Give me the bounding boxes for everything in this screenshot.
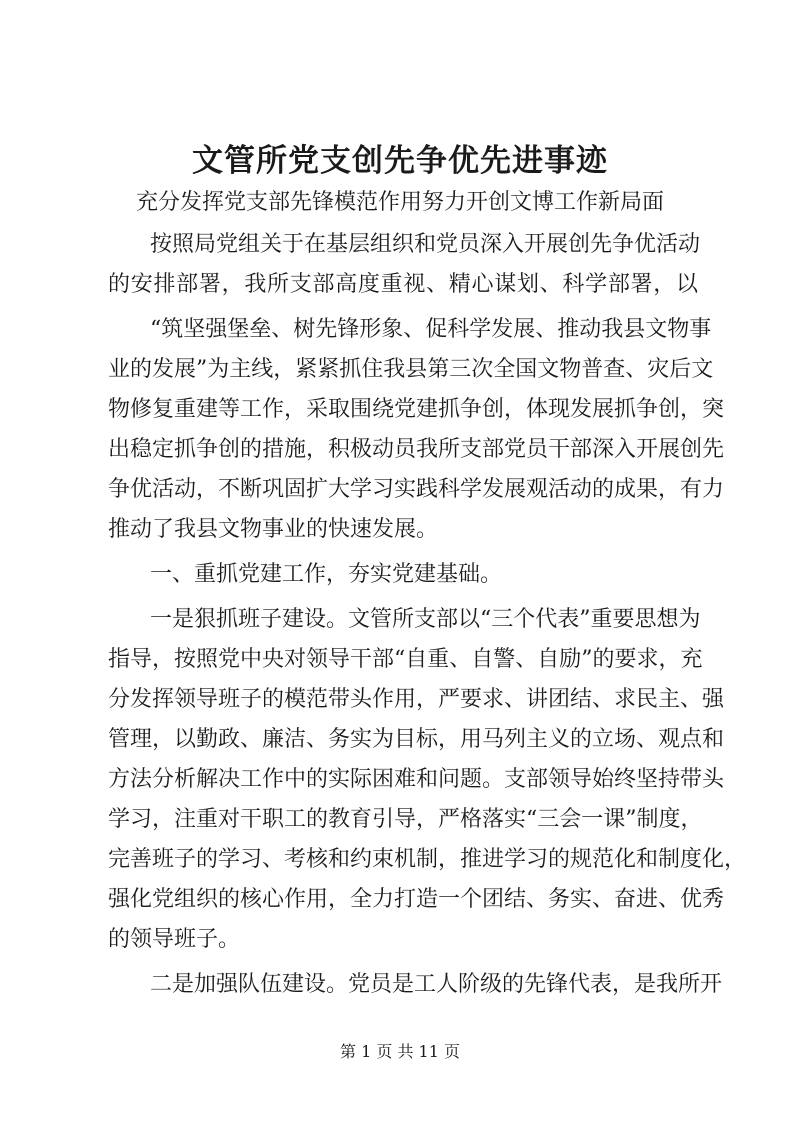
document-subtitle: 充分发挥党支部先锋模范作用努力开创文博工作新局面	[135, 190, 664, 215]
body-line: 业的发展”为主线，紧紧抓住我县第三次全国文物普查、灾后文	[108, 357, 714, 382]
body-line: 方法分析解决工作中的实际困难和问题。支部领导始终坚持带头	[108, 767, 725, 792]
body-line: 一是狠抓班子建设。文管所支部以“三个代表”重要思想为	[150, 607, 701, 632]
section-heading: 一、重抓党建工作，夯实党建基础。	[150, 562, 503, 587]
body-line: 物修复重建等工作，采取围绕党建抓争创，体现发展抓争创，突	[108, 397, 725, 422]
body-line: 二是加强队伍建设。党员是工人阶级的先锋代表，是我所开	[150, 972, 723, 997]
body-line: 争优活动，不断巩固扩大学习实践科学发展观活动的成果，有力	[108, 477, 725, 502]
body-line: 出稳定抓争创的措施，积极动员我所支部党员干部深入开展创先	[108, 437, 725, 462]
body-line: 的领导班子。	[108, 927, 241, 952]
document-title: 文管所党支创先争优先进事迹	[192, 143, 608, 179]
body-line: “筑坚强堡垒、树先锋形象、促科学发展、推动我县文物事	[150, 317, 712, 342]
body-line: 强化党组织的核心作用，全力打造一个团结、务实、奋进、优秀	[108, 887, 725, 912]
body-line: 的安排部署，我所支部高度重视、精心谋划、科学部署，以	[108, 272, 698, 297]
body-line: 推动了我县文物事业的快速发展。	[108, 517, 439, 542]
body-line: 指导，按照党中央对领导干部“自重、自警、自励”的要求，充	[108, 647, 703, 672]
body-line: 按照局党组关于在基层组织和党员深入开展创先争优活动	[150, 232, 701, 257]
body-line: 学习，注重对干职工的教育引导，严格落实“三会一课”制度，	[108, 807, 703, 832]
body-line: 完善班子的学习、考核和约束机制，推进学习的规范化和制度化，	[108, 847, 747, 872]
body-line: 分发挥领导班子的模范带头作用，严要求、讲团结、求民主、强	[108, 687, 725, 712]
page-number-footer: 第 1 页 共 11 页	[340, 1042, 460, 1061]
body-line: 管理，以勤政、廉洁、务实为目标，用马列主义的立场、观点和	[108, 727, 725, 752]
